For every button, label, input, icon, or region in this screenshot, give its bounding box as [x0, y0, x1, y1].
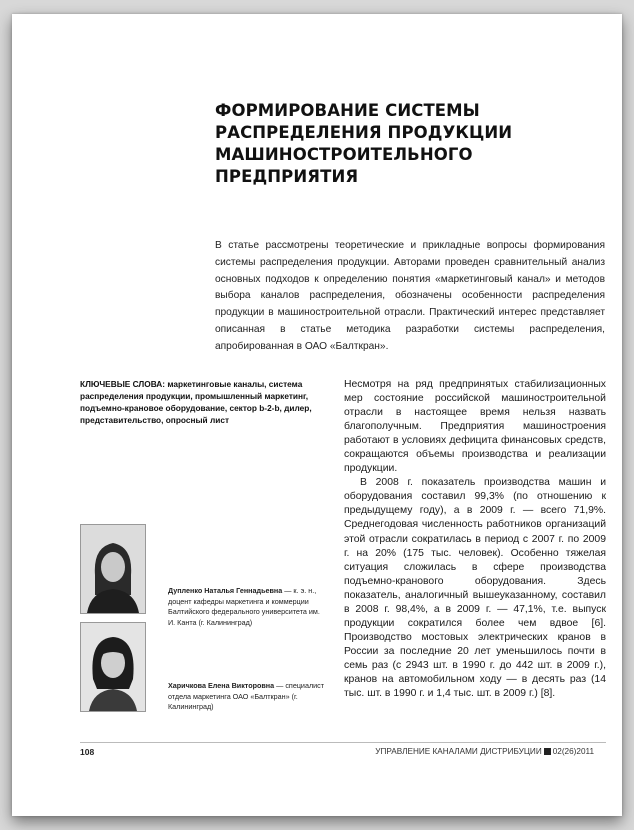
- author-photo: [80, 622, 146, 712]
- square-separator-icon: [544, 748, 551, 755]
- article-body: [344, 378, 606, 701]
- author-portrait-image: [81, 525, 145, 613]
- article-title: ФОРМИРОВАНИЕ СИСТЕМЫ РАСПРЕДЕЛЕНИЯ ПРОДУКЦИИ МАШИНОСТРОИТЕЛЬНОГО ПРЕДПРИЯТИЯ: [215, 101, 513, 186]
- author-photo: [80, 524, 146, 614]
- author-portrait-image: [81, 623, 145, 711]
- document-page: [12, 14, 622, 816]
- article-abstract: В статье рассмотрены теоретические и прикладные вопросы формирования системы распределения продукции. Авторами проведен сравнительный анализ основных подходов к определению понятия «маркетинговый канал» и методов выбора каналов распределения, обозначены особенности распределения продукции в машиностроительной отрасли. Практический интерес представляет описанная в статье методика разработки системы распределения, апробированная в ОАО «Балткран».: [215, 240, 605, 352]
- author-name: Дупленко Наталья Геннадьевна: [168, 586, 283, 595]
- journal-issue: 02(26)2011: [552, 747, 594, 756]
- journal-running-footer: [375, 747, 594, 756]
- keywords-label: КЛЮЧЕВЫЕ СЛОВА:: [80, 379, 166, 389]
- keywords-block: [80, 378, 320, 426]
- author-bio: — к. э. н., доцент кафедры маркетинга и коммерции Балтийского федерального университета им. И. Канта (г. Калининград): [168, 586, 320, 627]
- keywords-text: маркетинговые каналы, система распределения продукции, промышленный маркетинг, подъемно-крановое оборудование, сектор b-2-b, дилер, представительство, опросный лист: [80, 379, 312, 425]
- page-number: 108: [80, 747, 95, 757]
- body-paragraph: В 2008 г. показатель производства машин и оборудования составил 99,3% (по отношению к предыдущему году), а в 2009 г. — всего 71,9%. Среднегодовая численность работников организаций этой отрасли сократилась в период с 2007 г. по 2009 г. на 20% (175 тыс. человек). Особенно тяжелая ситуация сложилась в сфере производства подъемно-кранового оборудования. Здесь показатель, аналогичный вышеуказанному, составил в 2008 г. 98,4%, а в 2009 г. — 47,1%, т.е. выпуск продукции сократился более чем вдвое [6]. Производство мостовых электрических кранов в России за последние 20 лет уменьшилось почти в семь раз (с 2943 шт. в 1990 г. до 442 шт. в 2009 г.), кранов на автомобильном ходу — в десять раз (14 тыс. шт. в 1990 г. и 1,4 тыс. шт. в 2009 г.) [8].: [344, 477, 606, 700]
- author-bio: — специалист отдела маркетинга ОАО «Балткран» (г. Калининград): [168, 681, 325, 711]
- author-info: [168, 586, 328, 628]
- journal-name: УПРАВЛЕНИЕ КАНАЛАМИ ДИСТРИБУЦИИ: [375, 747, 542, 756]
- body-paragraph: Несмотря на ряд предпринятых стабилизационных мер состояние российской машиностроительной отрасли в настоящее время нельзя назвать благополучным. Предприятия машиностроения работают в условиях дефицита финансовых средств, сокращаются объемы производства и реализации продукции.: [344, 379, 606, 475]
- footer-divider: [80, 742, 606, 743]
- author-info: [168, 681, 328, 713]
- author-name: Харичкова Елена Викторовна: [168, 681, 275, 690]
